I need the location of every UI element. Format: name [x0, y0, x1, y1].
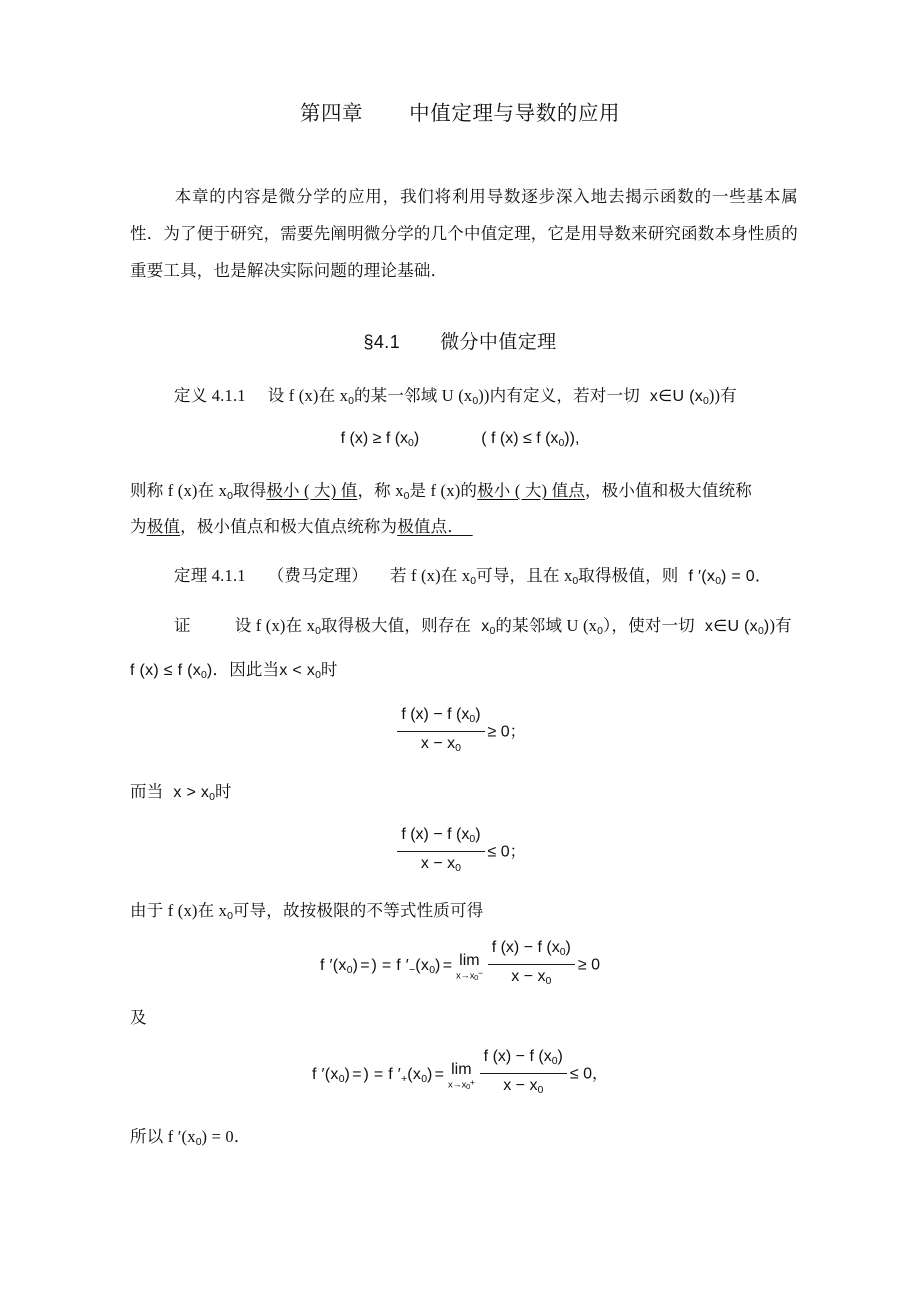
- subscript-zero-g: 0: [572, 574, 579, 587]
- intro-text: 本章的内容是微分学的应用，我们将利用导数逐步深入地去揭示函数的一些基本属性．为了便于研究，需要先阐明微分学的几个中值定理，它是用导数来研究函数本身性质的重要工具，也是解决实际问题的理论基础．: [130, 187, 798, 280]
- member-symbol: ∈: [658, 388, 673, 405]
- relation-geq-2: ≥ 0: [577, 956, 600, 974]
- proof-text-4: ），使对一切: [602, 616, 695, 635]
- subscript-zero-b: 0: [472, 394, 479, 407]
- chapter-title-number: 第四章: [299, 103, 364, 125]
- proof-text-3: 的某邻域 U (x: [495, 616, 598, 635]
- proof-label: 证: [174, 616, 191, 635]
- relation-leq-1: ≤ 0: [487, 843, 510, 861]
- subscript-zero-c: 0: [703, 394, 709, 407]
- intro-paragraph: [130, 178, 798, 289]
- proof-final-line: [130, 1119, 800, 1160]
- definition-conclusion-line-2: [130, 509, 800, 545]
- definition-text-2: 的某一邻域 U (x: [353, 386, 473, 405]
- chapter-title-text: 中值定理与导数的应用: [409, 103, 621, 125]
- fraction-numerator: f (x) − f $(x_0)$: [480, 1046, 567, 1074]
- theorem-text-1: 若 f (x)在 x: [389, 566, 471, 585]
- display-fraction-2: [0, 825, 920, 880]
- fraction-numerator: f (x) − f $(x_0)$: [397, 824, 484, 852]
- semicolon-2: ；: [509, 843, 526, 861]
- eq2-lhs: f $'(x_0)$: [311, 1065, 351, 1085]
- fraction-leq: [397, 824, 484, 879]
- fraction-geq: [397, 704, 484, 759]
- proof-text-5: )有: [769, 616, 792, 635]
- conclusion-4: ，极小值和极大值统称: [584, 481, 752, 500]
- underlined-term-1: 极小 ( 大) 值: [266, 481, 358, 500]
- final-suffix: ) = 0．: [201, 1127, 251, 1146]
- derivative-equation-right: [0, 1047, 920, 1102]
- fraction-denominator: $x - x_0$: [511, 967, 552, 987]
- eq1-lhs: f $'(x_0)$: [320, 956, 359, 976]
- theorem-text-2: 可导，且在 x: [476, 566, 573, 585]
- conjunction-text: 及: [130, 1008, 147, 1027]
- line2-mid: ，极小值点和极大值点统称为: [180, 517, 398, 536]
- proof-line-4: [130, 893, 800, 934]
- lim-label: lim: [459, 952, 480, 970]
- formula-left: f (x) ≥ f $(x_0)$: [340, 430, 420, 449]
- limit-operator-left: [456, 952, 483, 984]
- proof-text-2: 取得极大值，则存在: [320, 616, 472, 635]
- fraction-denominator: $x - x_0$: [503, 1076, 544, 1096]
- definition-label: 定义 4.1.1: [174, 386, 246, 405]
- definition-paren-1: ): [478, 386, 484, 405]
- relation-geq-1: ≥ 0: [487, 723, 510, 741]
- definition-line: [130, 378, 800, 419]
- proof-line4-tail: 可导，故按极限的不等式性质可得: [232, 901, 484, 920]
- subscript-zero-j: 0: [227, 909, 233, 922]
- subscript-zero-f: 0: [470, 574, 477, 587]
- equals-1: =: [360, 956, 370, 974]
- fraction-limit-1: [488, 937, 575, 992]
- eq1-one-sided: ) = f $'_-(x_0)$: [371, 956, 441, 976]
- theorem-text-3: 取得极值，则: [578, 566, 679, 585]
- underlined-term-2: 极小 ( 大) 值点: [477, 481, 585, 500]
- proof-line-1: [130, 608, 800, 649]
- section-title: 微分中值定理: [440, 332, 557, 353]
- line2-prefix: 为: [130, 517, 147, 536]
- lim-label: lim: [451, 1061, 472, 1079]
- proof-text-1: 设 f (x)在 x: [234, 616, 316, 635]
- relation-leq-2: ≤ 0，: [569, 1065, 608, 1083]
- conclusion-2: ，称 x: [357, 481, 404, 500]
- definition-text-6: )有: [714, 386, 737, 405]
- conclusion-prefix: 则称 f (x)在 x: [130, 481, 228, 500]
- proof-var-x0: $x_0$: [481, 618, 496, 637]
- fraction-denominator: $x - x_0$: [420, 854, 461, 874]
- lim-subscript: $x\to x_0^-$: [456, 968, 483, 983]
- fraction-numerator: f (x) − f $(x_0)$: [397, 704, 484, 732]
- fraction-denominator: $x - x_0$: [420, 734, 461, 754]
- section-number: §4.1: [363, 332, 401, 352]
- derivative-equation-left: [0, 938, 920, 993]
- underlined-term-4: 极值点．: [397, 517, 465, 536]
- proof-line2-tail: 时: [320, 660, 338, 679]
- proof-condition-x: $x < x_0$: [279, 662, 321, 681]
- limit-operator-right: [448, 1061, 475, 1093]
- lim-subscript: $x\to x_0^+$: [448, 1077, 475, 1092]
- proof-line2-text: ．因此当: [212, 660, 280, 679]
- definition-text-5: U (x: [672, 388, 703, 405]
- formula-right: ( f (x) ≤ f $(x_0)$),: [481, 430, 580, 449]
- conclusion-3: 是 f (x)的: [409, 481, 478, 500]
- conclusion-1: 取得: [232, 481, 267, 500]
- proof-line4-prefix: 由于 f (x)在 x: [130, 901, 228, 920]
- proof-inequality: f (x) ≤ f $(x_0)$: [130, 662, 213, 681]
- proof-conjunction: [130, 1000, 800, 1036]
- theorem-label: 定理 4.1.1: [174, 566, 246, 585]
- equals-4: =: [434, 1065, 445, 1083]
- proof-membership: x∈U $(x_0)$: [704, 618, 770, 637]
- theorem-formula: f $'(x_0) = 0$．: [688, 568, 772, 587]
- semicolon-1: ；: [509, 723, 526, 741]
- proof-condition-x-gt: $x > x_0$: [173, 784, 215, 803]
- underlined-term-3: 极值: [146, 517, 181, 536]
- definition-var-x: x: [649, 388, 659, 405]
- final-prefix: 所以 f ′(x: [130, 1127, 196, 1146]
- fraction-limit-2: [480, 1046, 567, 1101]
- definition-text-3: )内有定义，若对一切: [483, 386, 640, 405]
- definition-conclusion-line-1: [130, 473, 800, 514]
- chapter-title: [0, 96, 920, 126]
- theorem-line: [130, 558, 800, 599]
- definition-text-1: 设 f (x)在 x: [267, 386, 349, 405]
- theorem-name: （费马定理）: [267, 566, 368, 585]
- eq2-one-sided: ) = f $'_+(x_0)$: [363, 1065, 433, 1085]
- subscript-zero-d: 0: [227, 489, 233, 502]
- subscript-zero-i: 0: [597, 624, 603, 637]
- underline-tail: [464, 517, 473, 536]
- subscript-zero-e: 0: [403, 489, 410, 502]
- proof-line3-tail: 时: [214, 782, 232, 801]
- fraction-numerator: f (x) − f $(x_0)$: [488, 937, 575, 965]
- subscript-zero-h: 0: [315, 624, 321, 637]
- final-subscript: 0: [195, 1135, 202, 1148]
- definition-paren-2: ): [708, 386, 715, 405]
- definition-display-formula: [0, 430, 920, 449]
- proof-line-3: [130, 774, 800, 815]
- section-heading: [0, 327, 920, 354]
- proof-line3-prefix: 而当: [130, 782, 164, 801]
- equals-2: =: [442, 956, 453, 974]
- equals-3: =: [352, 1065, 362, 1083]
- display-fraction-1: [0, 705, 920, 760]
- proof-line-2: [130, 652, 800, 693]
- subscript-zero-a: 0: [348, 394, 354, 407]
